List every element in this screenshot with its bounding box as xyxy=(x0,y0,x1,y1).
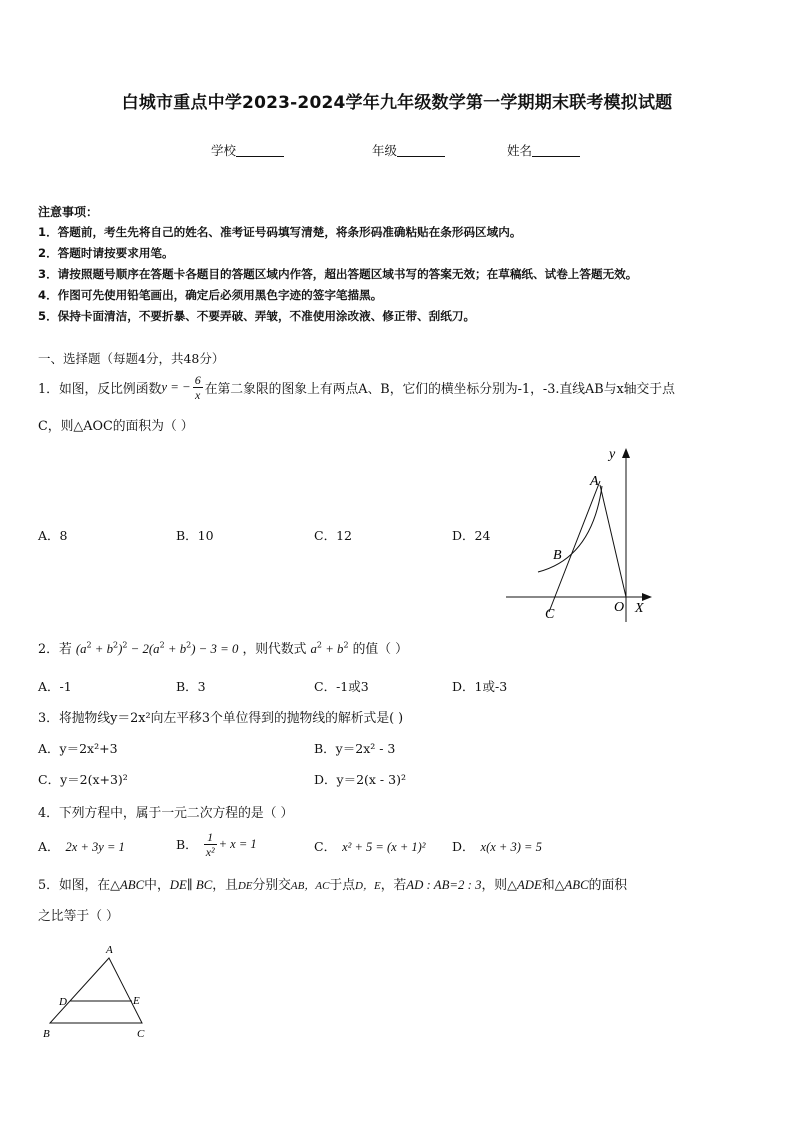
q1-option-d[interactable]: D．24 xyxy=(452,528,491,543)
page-title: 白城市重点中学2023-2024学年九年级数学第一学期期末联考模拟试题 xyxy=(121,93,673,113)
q5-math: D，E xyxy=(355,880,381,892)
name-label: 姓名 xyxy=(507,143,533,158)
q3-option-a[interactable]: A．y＝2x²+3 xyxy=(38,741,118,756)
q2-eq-c: ) xyxy=(118,642,123,656)
q1-suffix: 在第二象限的图象上有两点A、B，它们的横坐标分别为-1，-3.直线AB与x轴交于点 xyxy=(204,381,675,397)
q1-figure xyxy=(500,440,660,625)
label-c: C xyxy=(137,1028,145,1040)
q5-math: AB，AC xyxy=(290,880,330,892)
q2-sup: 2 xyxy=(86,640,92,650)
school-label: 学校 xyxy=(211,143,237,158)
q5-math: ADE xyxy=(516,878,542,892)
q2-eq-f: + b xyxy=(164,642,187,656)
label-y: y xyxy=(609,447,616,462)
q5-text: 的面积 xyxy=(588,878,628,893)
q2-sup: 2 xyxy=(186,640,192,650)
q2-prefix: 2．若 xyxy=(38,642,72,657)
line-ab xyxy=(549,481,600,612)
q5-math: ABC xyxy=(564,878,589,892)
q3-option-c[interactable]: C．y＝2(x+3)² xyxy=(38,772,128,787)
q1-line2: C，则△AOC的面积为（ ） xyxy=(38,419,194,434)
name-field[interactable] xyxy=(507,141,580,159)
q4-option-b[interactable] xyxy=(176,826,257,862)
q3-option-d[interactable]: D．y＝2(x - 3)² xyxy=(314,772,406,787)
label-x: X xyxy=(635,601,644,616)
q2-option-a[interactable]: A．-1 xyxy=(38,679,72,694)
q5-math: DE xyxy=(237,880,253,892)
q3-option-b[interactable]: B．y＝2x² - 3 xyxy=(314,741,396,756)
name-blank[interactable] xyxy=(532,144,580,157)
q2-eq-e: (a xyxy=(148,642,160,656)
q1-option-b[interactable]: B．10 xyxy=(176,528,214,543)
note-item: 5．保持卡面清洁，不要折暴、不要弄破、弄皱，不准使用涂改液、修正带、刮纸刀。 xyxy=(38,309,476,323)
question-3: 3．将抛物线y＝2x²向左平移3个单位得到的抛物线的解析式是( ) xyxy=(38,711,404,726)
q4-opt-b-label: B． xyxy=(176,837,198,852)
school-blank[interactable] xyxy=(236,144,284,157)
q2-expr-b: + b xyxy=(322,642,344,656)
label-b: B xyxy=(553,548,562,563)
q2-eq-a: (a xyxy=(75,642,87,656)
q2-sup: 2 xyxy=(122,640,128,650)
label-d: D xyxy=(59,996,67,1008)
q1-func-lhs: y = − xyxy=(161,379,191,394)
label-o: O xyxy=(614,600,625,615)
q1-option-c[interactable]: C．12 xyxy=(314,528,352,543)
q4-opt-b-den: x² xyxy=(205,844,215,859)
q4-opt-b-num: 1 xyxy=(204,830,217,845)
q5-math: ABC xyxy=(119,878,145,892)
q4-opt-a-expr: 2x + 3y = 1 xyxy=(65,840,125,854)
q5-line2: 之比等于（ ） xyxy=(38,909,119,924)
q5-text: 中， xyxy=(144,878,170,893)
q4-opt-b-fraction xyxy=(204,830,217,859)
q2-eq-g: ) − 3 = 0 xyxy=(191,642,239,656)
q1-frac-den: x xyxy=(195,387,201,402)
q2-suffix: 的值（ ） xyxy=(352,642,408,657)
q1-prefix: 1．如图，反比例函数 xyxy=(38,381,162,397)
q4-opt-d-label: D． xyxy=(452,839,475,854)
label-a: A xyxy=(106,944,113,956)
q5-text: ，且 xyxy=(212,878,238,893)
q2-sup: 2 xyxy=(159,640,165,650)
q5-text: 分别交 xyxy=(252,878,291,893)
q2-sup: 2 xyxy=(343,640,349,650)
question-2 xyxy=(38,638,408,657)
q5-text: 和△ xyxy=(541,878,565,893)
x-axis-arrow xyxy=(642,593,652,601)
label-e: E xyxy=(133,995,140,1007)
q4-option-d[interactable] xyxy=(452,837,542,855)
q2-option-d[interactable]: D．1或-3 xyxy=(452,679,508,694)
q5-math: AD : AB=2 : 3 xyxy=(406,878,482,892)
section-heading: 一、选择题（每题4分，共48分） xyxy=(38,351,225,366)
q4-opt-d-expr: x(x + 3) = 5 xyxy=(480,840,542,854)
q1-frac-num: 6 xyxy=(194,372,201,387)
label-c: C xyxy=(545,607,555,622)
note-item: 4．作图可先使用铅笔画出，确定后必须用黑色字迹的签字笔描黑。 xyxy=(38,288,383,302)
q5-text: ，则△ xyxy=(481,878,517,893)
grade-label: 年级 xyxy=(372,143,398,158)
q2-mid: ，则代数式 xyxy=(242,642,307,657)
school-field[interactable] xyxy=(211,141,284,159)
q1-fraction xyxy=(193,373,203,402)
q4-opt-b-rest: + x = 1 xyxy=(218,836,257,851)
question-4: 4．下列方程中，属于一元二次方程的是（ ） xyxy=(38,806,294,821)
q4-opt-a-label: A． xyxy=(38,839,60,854)
q2-option-c[interactable]: C．-1或3 xyxy=(314,679,369,694)
q5-text: ，若 xyxy=(380,878,407,893)
q5-math: DE∥ BC xyxy=(169,878,213,892)
q2-sup: 2 xyxy=(316,640,322,650)
question-5 xyxy=(38,874,627,893)
q4-option-a[interactable] xyxy=(38,837,125,855)
q2-eq-b: + b xyxy=(91,642,114,656)
q4-opt-c-expr: x² + 5 = (x + 1)² xyxy=(342,840,426,854)
label-a: A xyxy=(590,474,599,489)
line-oa xyxy=(600,485,626,597)
q1-option-a[interactable]: A．8 xyxy=(38,528,68,543)
grade-field[interactable] xyxy=(372,141,445,159)
q2-option-b[interactable]: B．3 xyxy=(176,679,206,694)
label-b: B xyxy=(43,1028,50,1040)
q5-text: 于点 xyxy=(329,878,356,893)
y-axis-arrow xyxy=(622,448,630,458)
question-1 xyxy=(38,370,675,404)
q5-figure xyxy=(38,940,158,1045)
grade-blank[interactable] xyxy=(397,144,445,157)
note-item: 2．答题时请按要求用笔。 xyxy=(38,246,174,260)
q4-opt-c-label: C． xyxy=(314,839,337,854)
q2-expr-a: a xyxy=(310,642,317,656)
q4-option-c[interactable] xyxy=(314,837,426,855)
notes-heading: 注意事项： xyxy=(38,205,99,219)
q2-sup: 2 xyxy=(113,640,119,650)
note-item: 3．请按照题号顺序在答题卡各题目的答题区域内作答，超出答题区域书写的答案无效；在草稿纸、试卷上答题无效。 xyxy=(38,267,638,281)
note-item: 1．答题前，考生先将自己的姓名、准考证号码填写清楚，将条形码准确粘贴在条形码区域内。 xyxy=(38,225,522,239)
triangle-abc xyxy=(50,958,142,1023)
q5-text: 5．如图，在△ xyxy=(38,878,120,893)
q2-eq-d: − 2 xyxy=(127,642,149,656)
